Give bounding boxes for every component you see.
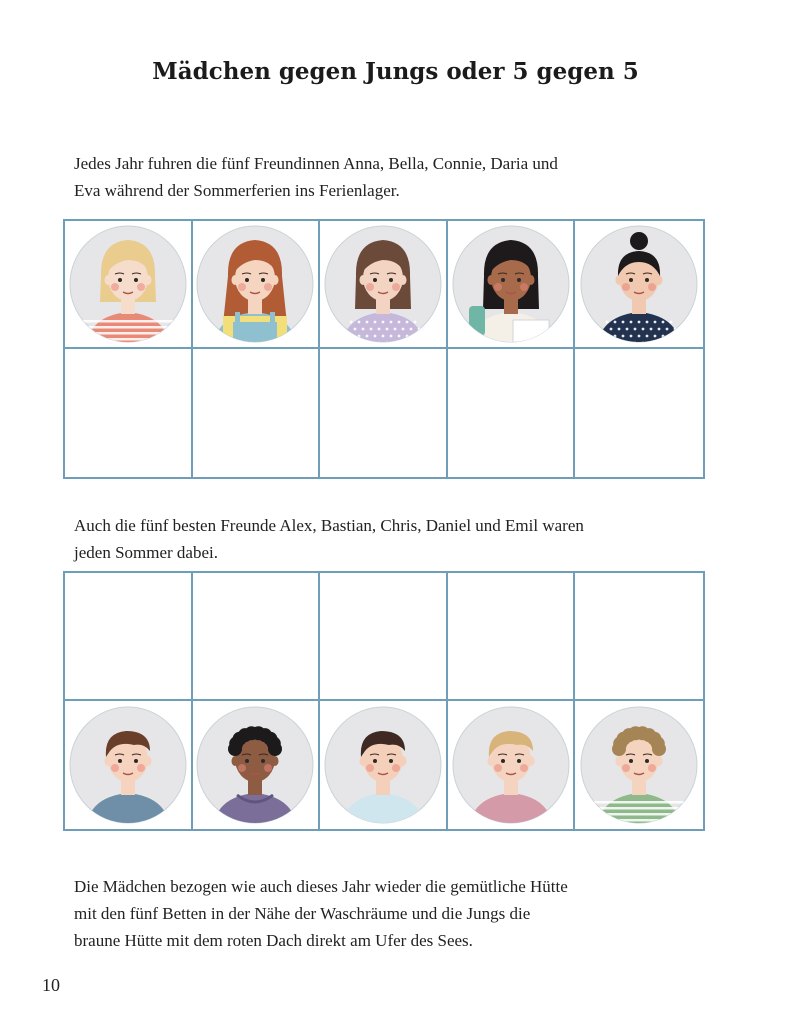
portrait-cell (193, 701, 321, 829)
empty-answer-cell (575, 573, 703, 701)
portrait-cell (65, 221, 193, 349)
girl-long-auburn-hair-icon (195, 224, 315, 344)
portrait-cell (320, 221, 448, 349)
girl-dark-skin-backpack-icon (451, 224, 571, 344)
intro-boys-paragraph (74, 512, 724, 566)
text-line: Eva während der Sommerferien ins Ferienlager. (74, 181, 400, 200)
empty-answer-cell (448, 573, 576, 701)
empty-answer-cell (65, 573, 193, 701)
boy-curly-dark-hair-icon (195, 705, 315, 825)
empty-answer-cell (320, 349, 448, 477)
portrait-cell (448, 701, 576, 829)
empty-answer-cell (193, 349, 321, 477)
boys-grid (63, 571, 705, 831)
page-title: Mädchen gegen Jungs oder 5 gegen 5 (152, 58, 639, 85)
text-line: jeden Sommer dabei. (74, 543, 218, 562)
girl-black-bun-icon (579, 224, 699, 344)
empty-answer-cell (575, 349, 703, 477)
portrait-cell (575, 221, 703, 349)
boy-blond-hair-icon (451, 705, 571, 825)
page-number: 10 (42, 975, 60, 995)
girl-blonde-ponytail-icon (68, 224, 188, 344)
text-line: Auch die fünf besten Freunde Alex, Bastian, Chris, Daniel und Emil waren (74, 516, 584, 535)
boy-curly-light-brown-hair-icon (579, 705, 699, 825)
text-line: braune Hütte mit dem roten Dach direkt am Ufer des Sees. (74, 931, 473, 950)
boy-brown-hair-icon (68, 705, 188, 825)
closing-paragraph (74, 873, 724, 954)
portrait-cell (575, 701, 703, 829)
empty-answer-cell (65, 349, 193, 477)
empty-answer-cell (320, 573, 448, 701)
empty-answer-cell (448, 349, 576, 477)
portrait-cell (193, 221, 321, 349)
empty-answer-cell (193, 573, 321, 701)
text-line: Die Mädchen bezogen wie auch dieses Jahr wieder die gemütliche Hütte (74, 877, 568, 896)
portrait-cell (448, 221, 576, 349)
girl-brown-hair-icon (323, 224, 443, 344)
text-line: Jedes Jahr fuhren die fünf Freundinnen Anna, Bella, Connie, Daria und (74, 154, 558, 173)
text-line: mit den fünf Betten in der Nähe der Waschräume und die Jungs die (74, 904, 531, 923)
girls-grid (63, 219, 705, 479)
boy-dark-brown-hair-icon (323, 705, 443, 825)
intro-girls-paragraph (74, 150, 724, 204)
portrait-cell (320, 701, 448, 829)
portrait-cell (65, 701, 193, 829)
